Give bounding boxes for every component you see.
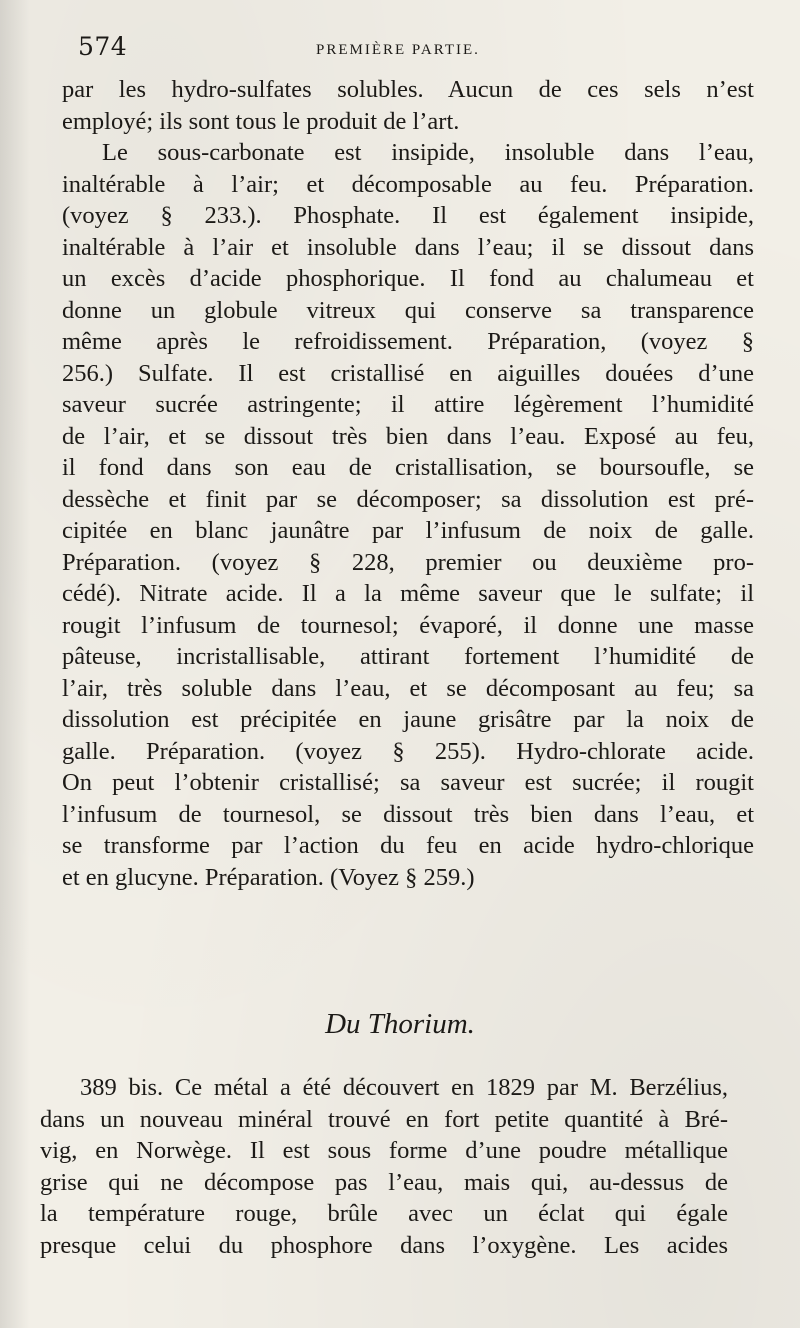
text-line: dessèche et finit par se décomposer; sa dissolution est pré- (62, 485, 754, 513)
text-line: pâteuse, incristallisable, attirant fortement l’humidité de (62, 643, 754, 670)
text-line: rougit l’infusum de tournesol; évaporé, il donne une masse (62, 611, 754, 639)
text-line: même après le refroidissement. Préparation, (voyez § (62, 328, 754, 355)
text-line: On peut l’obtenir cristallisé; sa saveur est sucrée; il rougit (62, 769, 754, 796)
text-line: inaltérable à l’air; et décomposable au feu. Préparation. (62, 170, 754, 198)
text-line: dans un nouveau minéral trouvé en fort petite quantité à Bré- (40, 1105, 728, 1133)
text-line: vig, en Norwège. Il est sous forme d’une poudre métallique (40, 1137, 728, 1164)
text-line: cédé). Nitrate acide. Il a la même saveur que le sulfate; il (62, 580, 754, 607)
text-line: un excès d’acide phosphorique. Il fond au chalumeau et (62, 265, 754, 292)
page-header (78, 32, 758, 62)
text-line: inaltérable à l’air et insoluble dans l’eau; il se dissout dans (62, 233, 754, 261)
text-line: presque celui du phosphore dans l’oxygène. Les acides (40, 1231, 728, 1259)
text-line: saveur sucrée astringente; il attire légèrement l’humidité (62, 391, 754, 418)
text-line: se transforme par l’action du feu en acide hydro-chlorique (62, 832, 754, 859)
text-line: et en glucyne. Préparation. (Voyez § 259.) (62, 863, 475, 891)
text-line: grise qui ne décompose pas l’eau, mais qui, au-dessus de (40, 1168, 728, 1196)
text-line: 389 bis. Ce métal a été découvert en 1829 par M. Berzélius, (80, 1074, 728, 1101)
text-line: (voyez § 233.). Phosphate. Il est également insipide, (62, 202, 754, 229)
main-text-block (62, 74, 754, 893)
page-gutter-shadow (0, 0, 30, 1328)
text-line: la température rouge, brûle avec un éclat qui égale (40, 1200, 728, 1227)
text-line: Préparation. (voyez § 228, premier ou deuxième pro- (62, 548, 754, 576)
text-line: par les hydro-sulfates solubles. Aucun de ces sels n’est (62, 76, 754, 103)
text-line: donne un globule vitreux qui conserve sa transparence (62, 296, 754, 324)
text-line: cipitée en blanc jaunâtre par l’infusum de noix de galle. (62, 517, 754, 544)
text-line: l’air, très soluble dans l’eau, et se décomposant au feu; sa (62, 674, 754, 702)
text-line: de l’air, et se dissout très bien dans l’eau. Exposé au feu, (62, 422, 754, 450)
text-line: il fond dans son eau de cristallisation, se boursoufle, se (62, 454, 754, 481)
running-head: PREMIÈRE PARTIE. (316, 42, 480, 58)
section-text-block (40, 1072, 728, 1261)
text-line: 256.) Sulfate. Il est cristallisé en aiguilles douées d’une (62, 359, 754, 387)
text-line: galle. Préparation. (voyez § 255). Hydro-chlorate acide. (62, 737, 754, 765)
text-line: l’infusum de tournesol, se dissout très bien dans l’eau, et (62, 800, 754, 828)
text-line: employé; ils sont tous le produit de l’art. (62, 107, 460, 135)
section-title: Du Thorium. (325, 1008, 475, 1040)
text-line: Le sous-carbonate est insipide, insoluble dans l’eau, (102, 139, 754, 166)
page-number: 574 (78, 32, 128, 61)
text-line: dissolution est précipitée en jaune grisâtre par la noix de (62, 706, 754, 733)
